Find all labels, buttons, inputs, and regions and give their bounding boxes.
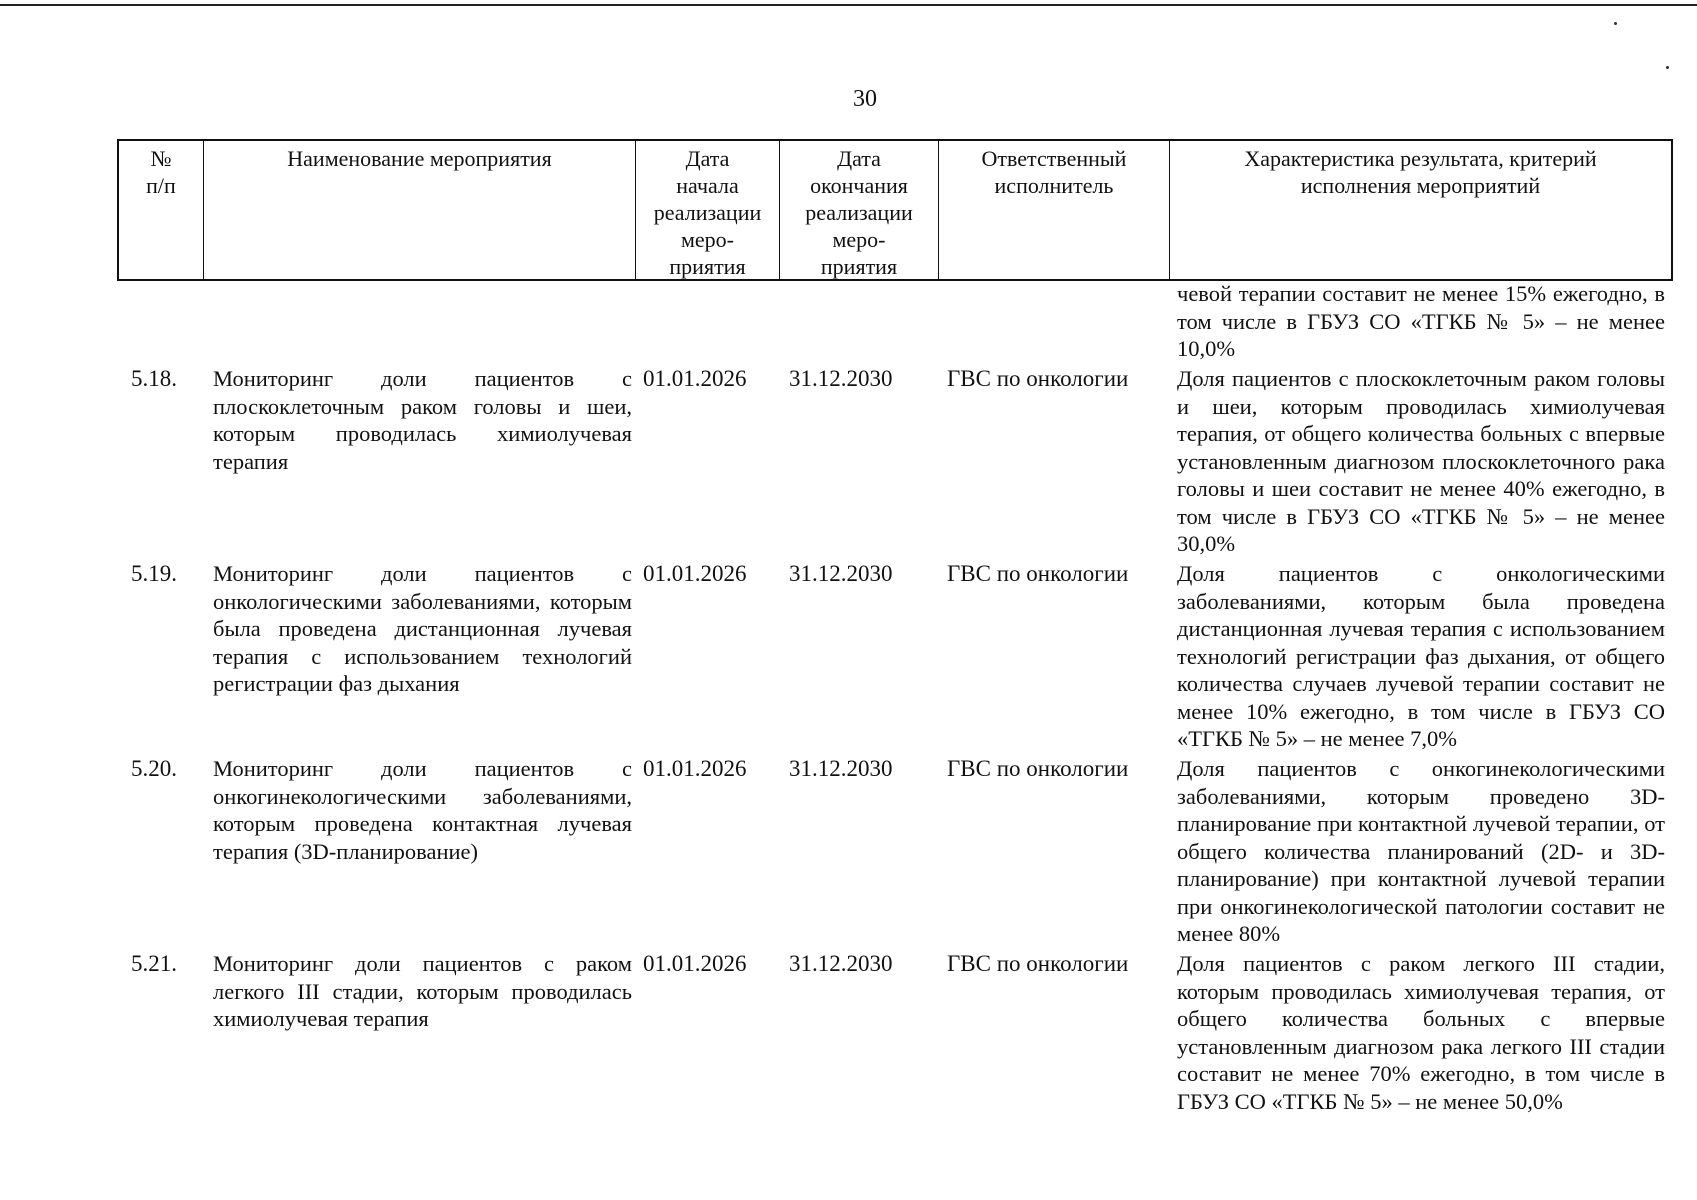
row-number: 5.20. — [131, 756, 177, 781]
header-col-end-date: Дата окончания реализации меро- приятия — [780, 141, 939, 279]
row-activity-name: Мониторинг доли пациентов с онкогинекологическими заболеваниями, которым проведена контактная лучевая терапия (3D-планирование) — [213, 756, 632, 864]
row-start-date: 01.01.2026 — [643, 756, 747, 781]
row-activity-name: Мониторинг доли пациентов с плоскоклеточным раком головы и шеи, которым проводилась химиолучевая терапия — [213, 366, 632, 474]
top-rule — [0, 4, 1697, 6]
row-end-date: 31.12.2030 — [789, 756, 893, 781]
result-continuation: чевой терапии составит не менее 15% ежегодно, в том числе в ГБУЗ СО «ТГКБ № 5» – не менее 10,0% — [1177, 281, 1665, 361]
row-responsible: ГВС по онкологии — [947, 951, 1129, 976]
row-end-date: 31.12.2030 — [789, 561, 893, 586]
row-number: 5.18. — [131, 366, 177, 391]
row-activity-name: Мониторинг доли пациентов с онкологическими заболеваниями, которым была проведена дистанционная лучевая терапия с использованием технологий регистрации фаз дыхания — [213, 561, 632, 696]
row-end-date: 31.12.2030 — [789, 951, 893, 976]
header-col-name: Наименование мероприятия — [204, 141, 636, 279]
page-number: 30 — [853, 86, 877, 112]
row-result: Доля пациентов с онкогинекологическими заболеваниями, которым проведено 3D-планирование при контактной лучевой терапии, от общего количества планирований (2D- и 3D- планирование) при контактной лучевой терапии при онкогинекологической патологии составит не менее 80% — [1177, 756, 1665, 946]
row-start-date: 01.01.2026 — [643, 366, 747, 391]
row-end-date: 31.12.2030 — [789, 366, 893, 391]
scan-speck — [1666, 66, 1669, 69]
row-start-date: 01.01.2026 — [643, 951, 747, 976]
header-col-start-date: Дата начала реализации меро- приятия — [636, 141, 780, 279]
header-col-result: Характеристика результата, критерий исполнения мероприятий — [1244, 146, 1597, 198]
row-result: Доля пациентов с онкологическими заболеваниями, которым была проведена дистанционная лучевая терапия с использованием технологий регистрации фаз дыхания, от общего количества случаев лучевой терапии составит не менее 10% ежегодно, в том числе в ГБУЗ СО «ТГКБ № 5» – не менее 7,0% — [1177, 561, 1665, 751]
row-responsible: ГВС по онкологии — [947, 366, 1129, 391]
row-number: 5.21. — [131, 951, 177, 976]
table-header — [117, 139, 1673, 281]
row-result: Доля пациентов с раком легкого III стадии, которым проводилась химиолучевая терапия, от общего количества больных с впервые установленным диагнозом рака легкого III стадии составит не менее 70% ежегодно, в том числе в ГБУЗ СО «ТГКБ № 5» – не менее 50,0% — [1177, 951, 1665, 1114]
row-number: 5.19. — [131, 561, 177, 586]
row-start-date: 01.01.2026 — [643, 561, 747, 586]
row-responsible: ГВС по онкологии — [947, 756, 1129, 781]
header-col-number: № п/п — [119, 141, 204, 279]
scan-speck — [1614, 22, 1617, 25]
row-responsible: ГВС по онкологии — [947, 561, 1129, 586]
row-activity-name: Мониторинг доли пациентов с раком легкого III стадии, которым проводилась химиолучевая терапия — [213, 951, 632, 1031]
header-col-responsible: Ответственный исполнитель — [939, 141, 1170, 279]
row-result: Доля пациентов с плоскоклеточным раком головы и шеи, которым проводилась химиолучевая терапия, от общего количества больных с впервые установленным диагнозом плоскоклеточного рака головы и шеи составит не менее 40% ежегодно, в том числе в ГБУЗ СО «ТГКБ № 5» – не менее 30,0% — [1177, 366, 1665, 556]
